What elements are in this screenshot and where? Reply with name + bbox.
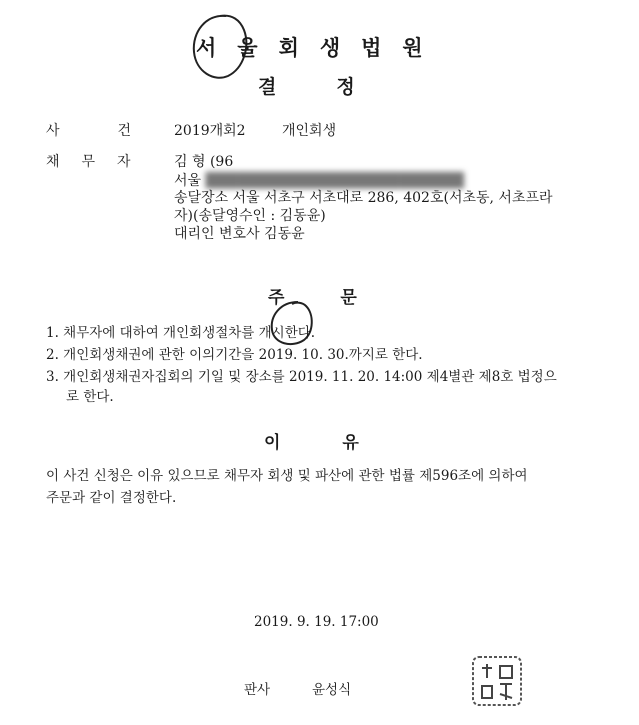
debtor-label: 채무자 (46, 154, 153, 170)
order-item-1: 1. 채무자에 대하여 개인회생절차를 개시한다. (46, 325, 316, 341)
order-item-2: 2. 개인회생채권에 관한 이의기간을 2019. 10. 30.까지로 한다. (46, 347, 423, 363)
judge-title: 판사 (244, 682, 271, 698)
court-name: 서울회생법원 (196, 35, 444, 60)
order-heading: 주문 (268, 288, 413, 308)
reason-line1: 이 사건 신청은 이유 있으므로 채무자 회생 및 파산에 관한 법률 제596조에 의하여 (46, 468, 528, 484)
judge-seal-icon (470, 654, 524, 708)
debtor-address-text: 서울 (174, 173, 202, 189)
service-address-line2: 자)(송달영수인 : 김동윤) (174, 208, 326, 224)
redacted-address: ████████████████████████ (205, 173, 464, 189)
case-label: 사건 (46, 123, 190, 139)
reason-line2: 주문과 같이 결정한다. (46, 490, 177, 506)
document-title: 결정 (258, 76, 415, 98)
case-number: 2019개회2 (174, 123, 246, 139)
reason-heading: 이유 (264, 433, 421, 453)
debtor-name: 김 형 (96 (174, 154, 234, 170)
decision-datetime: 2019. 9. 19. 17:00 (254, 614, 379, 630)
service-address-line1: 송달장소 서울 서초구 서초대로 286, 402호(서초동, 서초프라 (174, 190, 553, 206)
judge-name: 윤성식 (312, 682, 352, 698)
order-item-3-cont: 로 한다. (66, 389, 114, 405)
agent-line: 대리인 변호사 김동윤 (174, 226, 305, 242)
case-type: 개인회생 (282, 123, 337, 139)
order-item-3: 3. 개인회생채권자집회의 기일 및 장소를 2019. 11. 20. 14:00 제4별관 제8호 법정으 (46, 369, 557, 385)
